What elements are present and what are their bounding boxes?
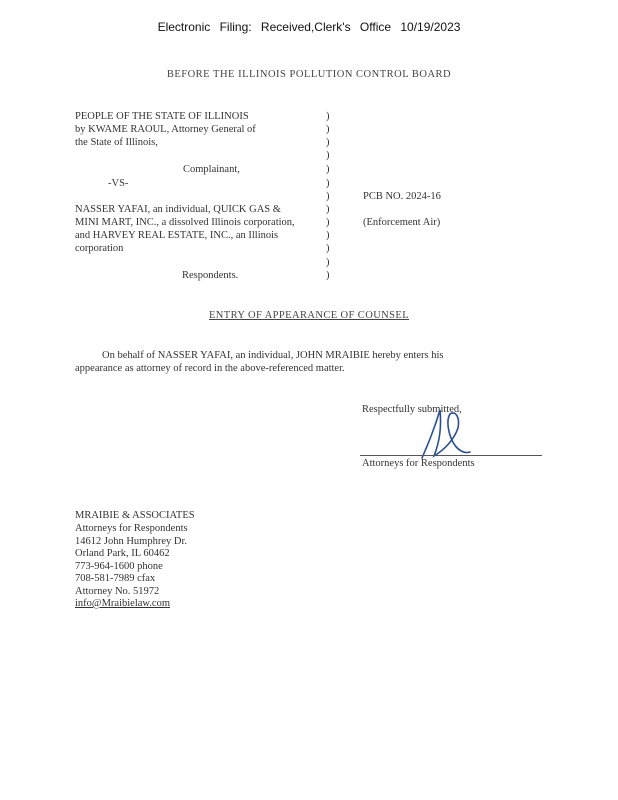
case-number: PCB NO. 2024-16 <box>363 191 441 202</box>
caption-line: the State of Illinois, <box>75 137 158 148</box>
firm-line: Attorneys for Respondents <box>75 523 188 534</box>
signature-line <box>360 455 542 456</box>
caption-paren: ) <box>326 217 330 228</box>
caption-paren: ) <box>326 137 330 148</box>
caption-line: NASSER YAFAI, an individual, QUICK GAS & <box>75 204 281 215</box>
firm-city: Orland Park, IL 60462 <box>75 548 170 559</box>
firm-fax: 708-581-7989 cfax <box>75 573 156 584</box>
caption-line: corporation <box>75 243 124 254</box>
caption-line: MINI MART, INC., a dissolved Illinois corporation, <box>75 217 295 228</box>
caption-paren: ) <box>326 124 330 135</box>
firm-phone: 773-964-1600 phone <box>75 561 163 572</box>
caption-paren: ) <box>326 191 330 202</box>
document-title: ENTRY OF APPEARANCE OF COUNSEL <box>208 310 410 321</box>
respondents-label: Respondents. <box>182 270 239 281</box>
caption-line: PEOPLE OF THE STATE OF ILLINOIS <box>75 111 249 122</box>
caption-paren: ) <box>326 230 330 241</box>
caption-paren: ) <box>326 257 330 268</box>
versus-label: -VS- <box>108 178 129 189</box>
signature-role: Attorneys for Respondents <box>362 458 475 469</box>
caption-paren: ) <box>326 243 330 254</box>
board-heading: BEFORE THE ILLINOIS POLLUTION CONTROL BOARD <box>166 69 452 80</box>
caption-paren: ) <box>326 178 330 189</box>
body-line: appearance as attorney of record in the above-referenced matter. <box>75 363 345 374</box>
caption-paren: ) <box>326 111 330 122</box>
filing-stamp: Electronic Filing: Received,Clerk's Office 10/19/2023 <box>157 20 461 34</box>
caption-paren: ) <box>326 270 330 281</box>
firm-attorney-no: Attorney No. 51972 <box>75 586 160 597</box>
caption-paren: ) <box>326 150 330 161</box>
caption-line: and HARVEY REAL ESTATE, INC., an Illinois <box>75 230 279 241</box>
firm-email-link[interactable]: info@Mraibielaw.com <box>75 598 171 609</box>
body-line: On behalf of NASSER YAFAI, an individual, JOHN MRAIBIE hereby enters his <box>102 350 444 361</box>
firm-address: 14612 John Humphrey Dr. <box>75 536 187 547</box>
firm-name: MRAIBIE & ASSOCIATES <box>75 510 195 521</box>
caption-paren: ) <box>326 164 330 175</box>
closing-text: Respectfully submitted, <box>362 404 462 415</box>
complainant-label: Complainant, <box>183 164 240 175</box>
caption-line: by KWAME RAOUL, Attorney General of <box>75 124 256 135</box>
caption-paren: ) <box>326 204 330 215</box>
case-type: (Enforcement Air) <box>363 217 441 228</box>
